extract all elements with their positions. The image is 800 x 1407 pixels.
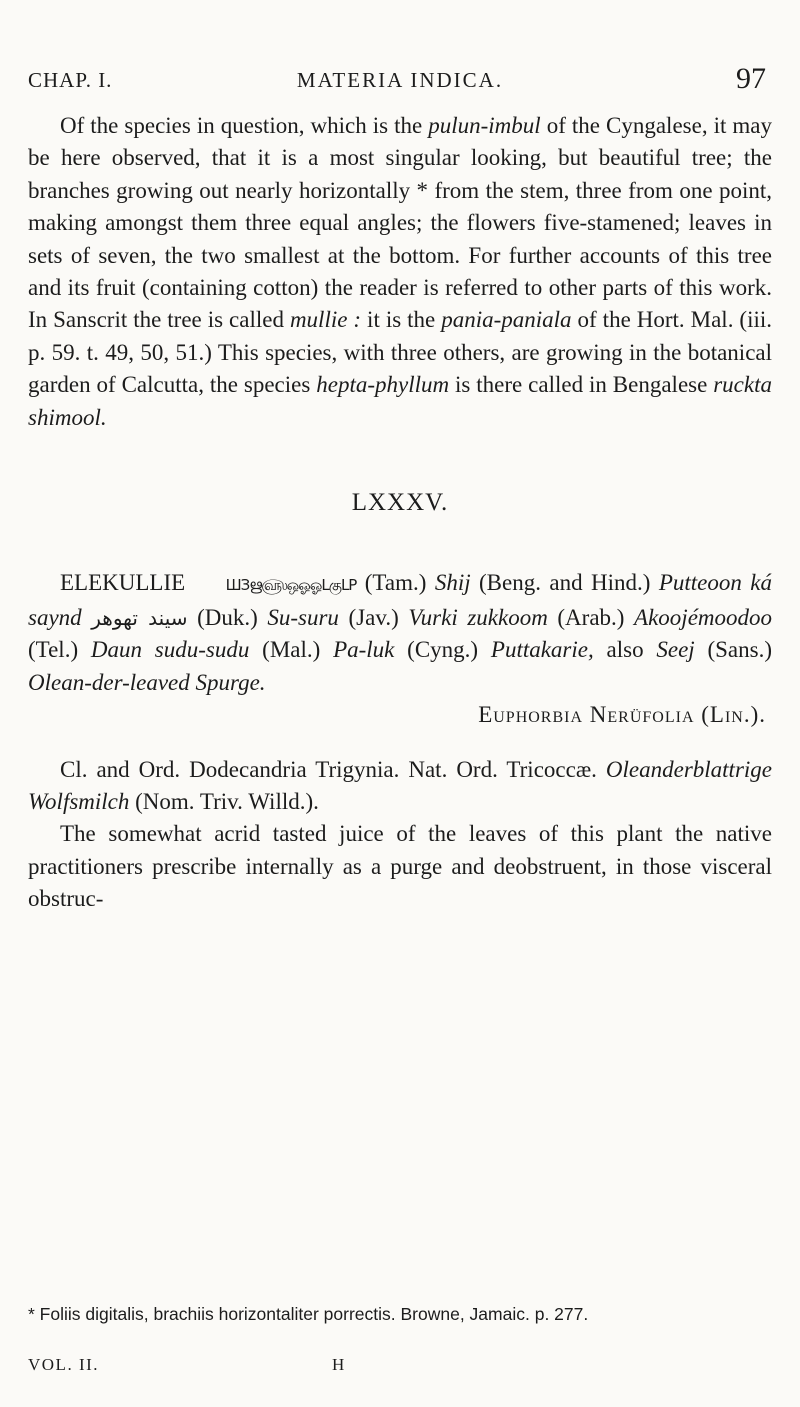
italic-term: ruckta shimool. xyxy=(28,372,772,430)
text-run: (Tam.) xyxy=(356,570,435,596)
text-run: of the Hort. Mal. (iii. p. 59. t. 49, 50, 51.) This species, with three others, are growing in the botanical garden of Calcutta, the species xyxy=(28,307,772,398)
text-run: (Sans.) xyxy=(694,637,772,663)
italic-term: Putteoon ká saynd xyxy=(28,570,773,630)
usage-paragraph: The somewhat acrid tasted juice of the leaves of this plant the native practitioners prescribe internally as a purge and deobstruent, in those visceral obstruc- xyxy=(28,821,772,912)
running-title: MATERIA INDICA. xyxy=(296,68,504,92)
tamil-script: ШЗഋ௵ஒஓஓLகுLP xyxy=(225,576,357,595)
section-heading: LXXXV. xyxy=(351,489,449,517)
italic-term: pania-paniala xyxy=(441,307,572,333)
italic-term: Shij xyxy=(434,570,471,596)
page-body xyxy=(28,110,772,916)
italic-term: Su-suru xyxy=(267,604,339,630)
text-run: (Arab.) xyxy=(547,604,635,630)
binomial-name: Euphorbia Nerüfolia (Lin.). xyxy=(478,702,766,728)
spacer xyxy=(28,732,772,754)
text-run: (Jav.) xyxy=(338,604,409,630)
text-run: is there called in Bengalese xyxy=(449,372,714,398)
italic-term: Pa-luk xyxy=(333,637,395,663)
text-run: (Tel.) xyxy=(28,637,91,663)
chapter-label: CHAP. I. xyxy=(28,68,113,92)
italic-term: hepta-phyllum xyxy=(316,372,450,398)
text-run: Cl. and Ord. Dodecandria Trigynia. Nat. Ord. Tricoccæ. xyxy=(60,756,606,782)
text-run: (Beng. and Hind.) xyxy=(470,570,659,596)
italic-term: mullie : xyxy=(289,307,362,333)
text-run: it is the xyxy=(361,307,442,333)
italic-term: Vurki zukkoom xyxy=(408,604,548,630)
footnote: * Foliis digitalis, brachiis horizontaliter porrectis. Browne, Jamaic. p. 277. xyxy=(28,1304,589,1324)
classification-paragraph xyxy=(28,754,772,819)
signature-mark: H xyxy=(332,1355,346,1374)
running-header xyxy=(28,62,772,106)
arabic-script: سيند تهوهر xyxy=(91,605,188,630)
text-run: (Cyng.) xyxy=(394,637,491,663)
entry-names-paragraph xyxy=(28,567,772,699)
text-run: (Nom. Triv. Willd.). xyxy=(129,788,319,814)
italic-term: Akoojémoodoo xyxy=(634,604,773,630)
italic-term: pulun-imbul xyxy=(428,113,541,138)
text-run: (Mal.) xyxy=(249,637,334,663)
italic-term: Seej xyxy=(656,637,695,663)
entry-name: ELEKULLIE xyxy=(60,570,186,596)
volume-label: VOL. II. xyxy=(28,1355,100,1374)
page-number: 97 xyxy=(736,62,766,95)
text-run: also xyxy=(593,637,657,663)
italic-term: Puttakarie, xyxy=(490,637,594,663)
italic-term: Daun sudu-sudu xyxy=(90,637,250,663)
paragraph-pulun-imbul xyxy=(28,110,772,434)
text-run: Of the species in question, which is the xyxy=(60,113,429,138)
italic-term: Oleanderblattrige Wolfsmilch xyxy=(28,756,772,814)
italic-term: Olean-der-leaved Spurge. xyxy=(28,669,266,695)
text-run: (Duk.) xyxy=(187,604,268,630)
text-run: of the Cyngalese, it may be here observed, that it is a most singular looking, but beautiful tree; the branches growing out nearly horizontally * from the stem, three from one point, making amongst them three equal angles; the flowers five-stamened; leaves in sets of seven, the two smallest at the bottom. For further accounts of this tree and its fruit (containing cotton) the reader is referred to other parts of this work. In Sanscrit the tree is called xyxy=(28,113,772,333)
